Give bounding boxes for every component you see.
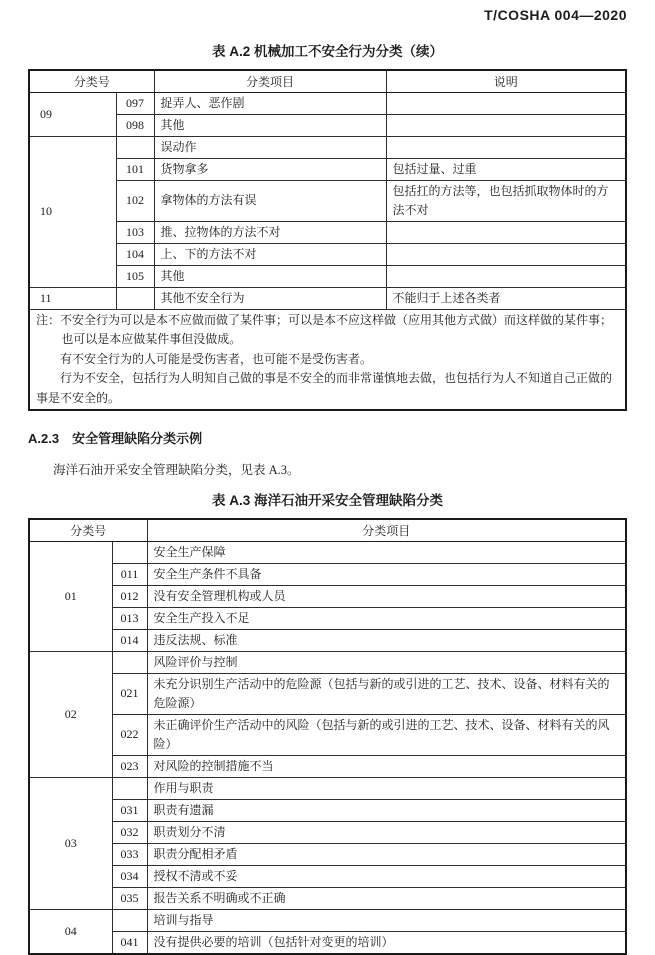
body-paragraph: 海洋石油开采安全管理缺陷分类，见表 A.3。: [53, 463, 300, 477]
note-cell: [386, 92, 626, 114]
group-number-cell: 02: [29, 651, 112, 777]
table-row: [29, 563, 626, 585]
code-cell: [116, 287, 154, 309]
item-cell: 违反法规、标准: [147, 629, 626, 651]
group-number-cell: 01: [29, 541, 112, 651]
code-cell: 013: [112, 607, 147, 629]
note-cell: 不能归于上述各类者: [386, 287, 626, 309]
note-cell: [386, 243, 626, 265]
table-a2-note-row: [29, 309, 626, 410]
table-a2: [28, 69, 627, 411]
note-cell: 包括过量、过重: [386, 158, 626, 180]
table-row: [29, 887, 626, 909]
code-cell: [112, 909, 147, 931]
table-note-cell: [29, 309, 626, 410]
code-cell: 023: [112, 755, 147, 777]
group-number-cell: 09: [29, 92, 116, 136]
note-cell: [386, 221, 626, 243]
item-cell: 职责划分不清: [147, 821, 626, 843]
table-row: [29, 607, 626, 629]
table-row: [29, 585, 626, 607]
section-heading: [28, 431, 627, 447]
item-cell: 培训与指导: [147, 909, 626, 931]
header-col-item: 分类项目: [147, 519, 626, 541]
item-cell: 安全生产投入不足: [147, 607, 626, 629]
note-paragraph: 有不安全行为的人可能是受伤害者，也可能不是受伤害者。: [60, 351, 373, 366]
table-a3-caption: 表 A.3 海洋石油开采安全管理缺陷分类: [211, 493, 443, 508]
section-title: 安全管理缺陷分类示例: [72, 431, 203, 446]
item-cell: 其他: [154, 114, 386, 136]
item-cell: 货物拿多: [154, 158, 386, 180]
table-row: [29, 651, 626, 673]
item-cell: 对风险的控制措施不当: [147, 755, 626, 777]
table-row: [29, 865, 626, 887]
group-number-cell: 04: [29, 909, 112, 954]
note-label: 注：: [36, 312, 61, 327]
item-cell: 其他: [154, 265, 386, 287]
code-cell: 031: [112, 799, 147, 821]
table-row: [29, 777, 626, 799]
code-cell: [112, 777, 147, 799]
table-a2-header-row: [29, 70, 626, 92]
code-cell: 033: [112, 843, 147, 865]
table-row: [29, 221, 626, 243]
section-number: A.2.3: [28, 431, 60, 446]
note-text: 不安全行为可以是本不应做而做了某件事；可以是本不应这样做（应用其他方式做）而这样做的某件事；也可以是本应做某件事但没做成。: [60, 312, 613, 346]
item-cell: 未正确评价生产活动中的风险（包括与新的或引进的工艺、技术、设备、材料有关的风险）: [147, 714, 626, 755]
table-row: [29, 755, 626, 777]
table-row: [29, 243, 626, 265]
header-col-item: 分类项目: [154, 70, 386, 92]
item-cell: 安全生产保障: [147, 541, 626, 563]
item-cell: 安全生产条件不具备: [147, 563, 626, 585]
table-row: [29, 629, 626, 651]
table-row: [29, 673, 626, 714]
code-cell: 041: [112, 931, 147, 954]
table-a3: [28, 518, 627, 955]
group-number-cell: 03: [29, 777, 112, 909]
group-number-cell: 11: [29, 287, 116, 309]
note-cell: [386, 265, 626, 287]
code-cell: 105: [116, 265, 154, 287]
table-row: [29, 931, 626, 954]
item-cell: 未充分识别生产活动中的危险源（包括与新的或引进的工艺、技术、设备、材料有关的危险源）: [147, 673, 626, 714]
document-number: T/COSHA 004—2020: [484, 7, 627, 23]
note-paragraph: [36, 311, 619, 350]
code-cell: 102: [116, 180, 154, 221]
code-cell: [112, 541, 147, 563]
table-row: [29, 714, 626, 755]
table-a3-header-row: [29, 519, 626, 541]
table-row: [29, 287, 626, 309]
header-col-code: 分类号: [29, 519, 147, 541]
table-row: [29, 136, 626, 158]
code-cell: 011: [112, 563, 147, 585]
code-cell: 101: [116, 158, 154, 180]
code-cell: 035: [112, 887, 147, 909]
item-cell: 拿物体的方法有误: [154, 180, 386, 221]
code-cell: 097: [116, 92, 154, 114]
code-cell: 032: [112, 821, 147, 843]
table-row: [29, 821, 626, 843]
table-row: [29, 265, 626, 287]
code-cell: 014: [112, 629, 147, 651]
table-row: [29, 799, 626, 821]
item-cell: 其他不安全行为: [154, 287, 386, 309]
code-cell: [116, 136, 154, 158]
item-cell: 报告关系不明确或不正确: [147, 887, 626, 909]
item-cell: 推、拉物体的方法不对: [154, 221, 386, 243]
item-cell: 捉弄人、恶作剧: [154, 92, 386, 114]
table-row: [29, 541, 626, 563]
table-row: [29, 843, 626, 865]
item-cell: 没有安全管理机构或人员: [147, 585, 626, 607]
note-paragraph: 行为不安全，包括行为人明知自己做的事是不安全的而非常谨慎地去做，也包括行为人不知道自己正做的事是不安全的。: [36, 371, 613, 405]
header-col-code: 分类号: [29, 70, 154, 92]
table-row: [29, 92, 626, 114]
item-cell: 职责有遗漏: [147, 799, 626, 821]
item-cell: 作用与职责: [147, 777, 626, 799]
item-cell: 风险评价与控制: [147, 651, 626, 673]
note-cell: 包括扛的方法等，也包括抓取物体时的方法不对: [386, 180, 626, 221]
item-cell: 误动作: [154, 136, 386, 158]
code-cell: 098: [116, 114, 154, 136]
table-row: [29, 158, 626, 180]
table-row: [29, 114, 626, 136]
code-cell: 012: [112, 585, 147, 607]
note-cell: [386, 114, 626, 136]
note-cell: [386, 136, 626, 158]
header-col-note: 说明: [386, 70, 626, 92]
item-cell: 没有提供必要的培训（包括针对变更的培训）: [147, 931, 626, 954]
table-a2-caption: 表 A.2 机械加工不安全行为分类（续）: [211, 44, 443, 59]
code-cell: 022: [112, 714, 147, 755]
code-cell: 034: [112, 865, 147, 887]
item-cell: 授权不清或不妥: [147, 865, 626, 887]
group-number-cell: 10: [29, 136, 116, 287]
code-cell: 104: [116, 243, 154, 265]
item-cell: 上、下的方法不对: [154, 243, 386, 265]
code-cell: 021: [112, 673, 147, 714]
table-row: [29, 909, 626, 931]
item-cell: 职责分配相矛盾: [147, 843, 626, 865]
table-a2-body: [29, 92, 626, 309]
code-cell: [112, 651, 147, 673]
table-row: [29, 180, 626, 221]
table-a3-body: [29, 541, 626, 954]
code-cell: 103: [116, 221, 154, 243]
